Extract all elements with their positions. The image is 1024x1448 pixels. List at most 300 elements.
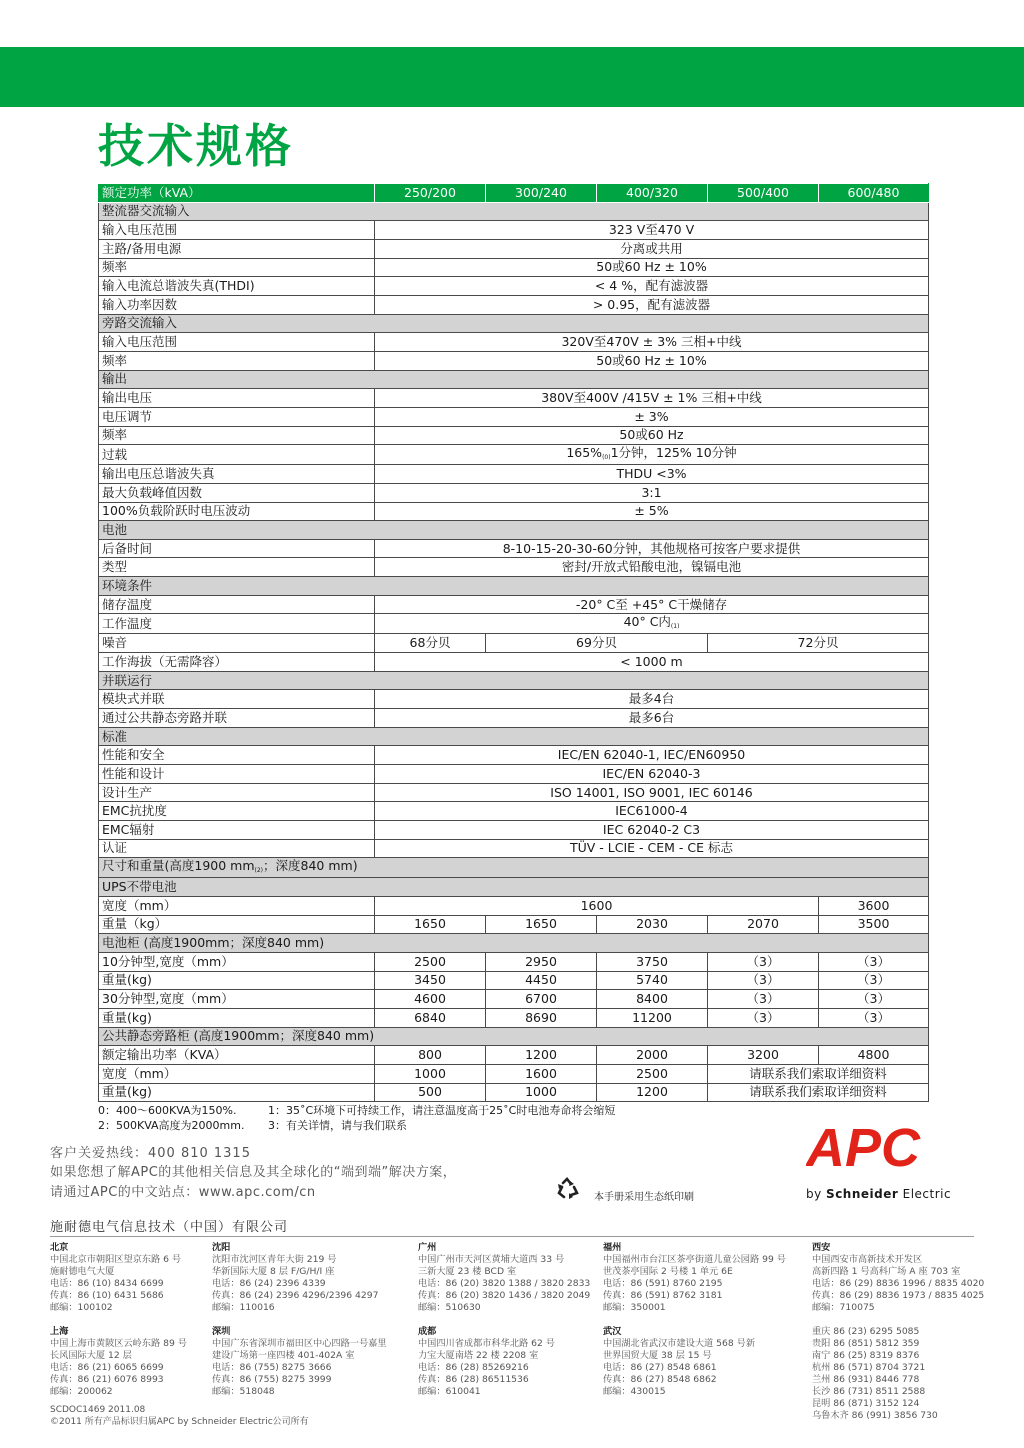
value-text: 1200 (525, 1047, 557, 1063)
office-block (418, 1326, 555, 1398)
value-text: 69分贝 (576, 635, 617, 651)
value-text: （3） (857, 991, 890, 1007)
header-label: 额定功率（kVA） (99, 184, 375, 203)
row-value (375, 821, 929, 840)
section-label-text: 电池 (102, 521, 128, 537)
table-row (99, 351, 929, 370)
value-text: < 1000 m (620, 653, 683, 669)
table-row (99, 407, 929, 426)
footnote-marker: (2) (254, 867, 264, 875)
row-value (375, 896, 819, 915)
row-label: 性能和安全 (99, 746, 375, 765)
row-label: 输出电压 (99, 389, 375, 408)
table-row (99, 558, 929, 577)
value-text: 50或60 Hz (619, 427, 684, 443)
row-value (486, 1064, 597, 1083)
value-text: 2950 (525, 953, 557, 969)
row-value (486, 971, 597, 990)
office-line: 乌鲁木齐 86 (991) 3856 730 (812, 1410, 938, 1421)
row-label: 输出电压总谐波失真 (99, 465, 375, 484)
office-line: 电话：86 (27) 8548 6861 (603, 1362, 717, 1373)
recycle-icon (554, 1175, 582, 1203)
section-row (99, 878, 929, 897)
row-label: 100%负载阶跃时电压波动 (99, 502, 375, 521)
value-text: （3） (746, 972, 780, 988)
row-label: 宽度（mm） (99, 896, 375, 915)
office-line: 电话：86 (755) 8275 3666 (212, 1362, 332, 1373)
row-label: 重量(kg) (99, 971, 375, 990)
office-block (418, 1242, 590, 1314)
row-value (375, 502, 929, 521)
office-block (50, 1326, 187, 1398)
value-text: 分离或共用 (620, 240, 683, 256)
value-text: 3200 (747, 1047, 779, 1063)
row-value (819, 1046, 929, 1065)
row-label: 30分钟型,宽度（mm） (99, 990, 375, 1009)
value-text: ISO 14001, ISO 9001, IEC 60146 (550, 784, 753, 800)
office-block (212, 1326, 387, 1398)
value-text: 密封/开放式铅酸电池，镍镉电池 (561, 559, 742, 575)
header-model: 500/400 (708, 184, 819, 203)
row-value (375, 1046, 486, 1065)
value-text: 40° C内 (623, 614, 671, 630)
office-line: 邮编：430015 (603, 1386, 666, 1397)
footnote-marker: (0) (602, 454, 611, 462)
row-label: 输入功率因数 (99, 295, 375, 314)
section-label (99, 314, 929, 333)
office-line: 三新大厦 23 楼 BCD 室 (418, 1266, 517, 1277)
table-row (99, 1064, 929, 1083)
section-row (99, 370, 929, 389)
row-value (375, 595, 929, 614)
office-block (212, 1242, 378, 1314)
table-row (99, 990, 929, 1009)
office-city: 沈阳 (212, 1242, 231, 1253)
contact-line-1: 如果您想了解APC的其他相关信息及其全球化的“端到端”解决方案， (50, 1165, 457, 1180)
table-header-row (99, 184, 929, 203)
header-model: 300/240 (486, 184, 597, 203)
row-value (375, 333, 929, 352)
row-value (819, 896, 929, 915)
table-row (99, 1083, 929, 1102)
footnote-0: 0：400～600KVA为150%. (98, 1104, 237, 1117)
office-city: 福州 (603, 1242, 622, 1253)
section-label-text: 尺寸和重量(高度1900 mm (102, 858, 255, 874)
table-row (99, 614, 929, 634)
office-city: 武汉 (603, 1326, 622, 1337)
value-text: 72分贝 (797, 635, 839, 651)
office-city: 上海 (50, 1326, 69, 1337)
row-label: 设计生产 (99, 783, 375, 802)
value-text: 11200 (632, 1009, 672, 1025)
office-line: 传真：86 (755) 8275 3999 (212, 1374, 332, 1385)
office-line: 中国西安市高新技术开发区 (812, 1254, 923, 1265)
page-title: 技术规格 (98, 119, 294, 173)
footnote-3: 3：有关详情，请与我们联系 (268, 1119, 407, 1132)
row-value (486, 952, 597, 971)
header-model: 400/320 (597, 184, 708, 203)
table-row (99, 221, 929, 240)
office-block (50, 1242, 181, 1314)
office-line: 传真：86 (21) 6076 8993 (50, 1374, 164, 1385)
row-value (375, 634, 486, 653)
value-text: 323 V至470 V (608, 222, 695, 238)
row-label: EMC抗扰度 (99, 802, 375, 821)
row-label: 噪音 (99, 634, 375, 653)
table-row (99, 783, 929, 802)
value-text: 3600 (857, 897, 890, 913)
value-text: IEC 62040-2 C3 (602, 821, 701, 837)
table-row (99, 709, 929, 728)
value-text: ± 5% (634, 503, 669, 519)
office-city: 西安 (812, 1242, 831, 1253)
value-text: IEC/EN 62040-3 (602, 765, 701, 781)
section-label (99, 1027, 929, 1046)
office-line: 邮编：110016 (212, 1302, 275, 1313)
value-text: 6700 (525, 991, 557, 1007)
table-row (99, 952, 929, 971)
value-text: 1分钟，125% 10分钟 (610, 445, 737, 461)
section-label-text: 电池柜 (高度1900mm；深度840 mm) (102, 935, 325, 951)
value-text: 请联系我们索取详细资料 (749, 1065, 887, 1081)
row-label: 认证 (99, 839, 375, 858)
value-text: 800 (418, 1047, 442, 1063)
row-label: 额定输出功率（KVA） (99, 1046, 375, 1065)
value-text: 最多6台 (628, 709, 675, 725)
office-line: 杭州 86 (571) 8704 3721 (812, 1362, 926, 1373)
section-label (99, 577, 929, 596)
table-row (99, 690, 929, 709)
footnote-1: 1：35˚C环境下可持续工作，请注意温度高于25˚C时电池寿命将会缩短 (268, 1104, 616, 1117)
office-line: 施耐德电气大厦 (50, 1266, 115, 1277)
row-value (375, 258, 929, 277)
table-row (99, 445, 929, 465)
table-row (99, 839, 929, 858)
row-value (375, 407, 929, 426)
value-text: 3450 (414, 972, 446, 988)
row-label: 重量(kg) (99, 1083, 375, 1102)
office-line: 昆明 86 (871) 3152 124 (812, 1398, 920, 1409)
table-row (99, 653, 929, 672)
office-line: 中国广东省深圳市福田区中心四路一号嘉里 (212, 1338, 387, 1349)
row-value (375, 389, 929, 408)
row-label: 储存温度 (99, 595, 375, 614)
table-row (99, 765, 929, 784)
value-text: < 4 %，配有滤波器 (594, 278, 709, 294)
office-line: 电话：86 (10) 8434 6699 (50, 1278, 164, 1289)
office-line: 传真：86 (20) 3820 1436 / 3820 2049 (418, 1290, 591, 1301)
section-row (99, 577, 929, 596)
document-code: SCDOC1469 2011.08 (50, 1405, 146, 1415)
value-text: 6840 (414, 1009, 446, 1025)
value-text: 2070 (747, 916, 779, 932)
table-row (99, 896, 929, 915)
table-row (99, 971, 929, 990)
table-row (99, 483, 929, 502)
table-row (99, 539, 929, 558)
footnote-2: 2：500KVA高度为2000mm. (98, 1119, 245, 1132)
office-line: 传真：86 (29) 8836 1973 / 8835 4025 (812, 1290, 985, 1301)
row-value (486, 1046, 597, 1065)
section-row (99, 934, 929, 953)
office-line: 传真：86 (10) 6431 5686 (50, 1290, 164, 1301)
office-line: 邮编：510630 (418, 1302, 481, 1313)
value-text: 1000 (525, 1084, 557, 1100)
row-value (375, 783, 929, 802)
row-label: 工作海拔（无需降容） (99, 653, 375, 672)
row-label: 输入电压范围 (99, 221, 375, 240)
section-label (99, 370, 929, 389)
office-line: 电话：86 (28) 85269216 (418, 1362, 529, 1373)
office-line: 邮编：610041 (418, 1386, 481, 1397)
row-value (708, 1046, 819, 1065)
footnote-marker: (1) (670, 623, 680, 631)
value-text: 50或60 Hz ± 10% (596, 259, 707, 275)
section-label (99, 934, 929, 953)
value-text: 50或60 Hz ± 10% (596, 352, 707, 368)
row-label: 通过公共静态旁路并联 (99, 709, 375, 728)
section-label-text: 整流器交流输入 (102, 203, 190, 219)
top-green-band (0, 47, 1024, 107)
row-value (375, 690, 929, 709)
section-label-text: 公共静态旁路柜 (高度1900mm；深度840 mm) (102, 1028, 375, 1044)
table-row (99, 1008, 929, 1027)
section-label-text: 并联运行 (102, 672, 153, 688)
value-text: THDU <3% (616, 466, 687, 482)
row-value (375, 802, 929, 821)
row-label: 频率 (99, 426, 375, 445)
table-row (99, 595, 929, 614)
row-value (375, 351, 929, 370)
office-line: 电话：86 (29) 8836 1996 / 8835 4020 (812, 1278, 985, 1289)
value-text: 1200 (636, 1084, 668, 1100)
office-line: 中国广州市天河区黄埔大道西 33 号 (418, 1254, 565, 1265)
row-value (486, 915, 597, 934)
row-label: 后备时间 (99, 539, 375, 558)
office-line: 传真：86 (591) 8762 3181 (603, 1290, 723, 1301)
value-text: 请联系我们索取详细资料 (749, 1084, 887, 1100)
value-text: （3） (746, 991, 780, 1007)
row-value (819, 952, 929, 971)
office-line: 长沙 86 (731) 8511 2588 (812, 1386, 926, 1397)
row-value (375, 746, 929, 765)
office-line: 中国北京市朝阳区望京东路 6 号 (50, 1254, 182, 1265)
row-value (375, 1008, 486, 1027)
row-value (375, 445, 929, 465)
section-row (99, 858, 929, 878)
value-text: （3） (857, 1009, 890, 1025)
row-label: 过载 (99, 445, 375, 465)
office-line: 传真：86 (27) 8548 6862 (603, 1374, 717, 1385)
table-row (99, 333, 929, 352)
office-line: 建设广场第一座四楼 401-402A 室 (212, 1350, 355, 1361)
row-label: 宽度（mm） (99, 1064, 375, 1083)
office-line: 中国福州市台江区茶亭街道儿童公园路 99 号 (603, 1254, 786, 1265)
value-text: IEC/EN 62040-1, IEC/EN60950 (557, 747, 746, 763)
section-label (99, 521, 929, 540)
section-label-text: 输出 (102, 371, 128, 387)
row-value (486, 1008, 597, 1027)
row-label: 重量（kg） (99, 915, 375, 934)
row-value (375, 709, 929, 728)
row-value (819, 990, 929, 1009)
table-row (99, 1046, 929, 1065)
row-value (375, 653, 929, 672)
office-city: 深圳 (212, 1326, 231, 1337)
contact-info (50, 1163, 456, 1203)
apc-logo (806, 1122, 970, 1172)
row-label: 性能和设计 (99, 765, 375, 784)
office-line: 传真：86 (28) 86511536 (418, 1374, 529, 1385)
section-row (99, 202, 929, 221)
value-text: 8-10-15-20-30-60分钟，其他规格可按客户要求提供 (502, 540, 801, 556)
row-value (819, 1008, 929, 1027)
row-value (375, 952, 486, 971)
row-value (375, 221, 929, 240)
value-text: 1600 (580, 897, 613, 913)
table-row (99, 465, 929, 484)
section-row (99, 727, 929, 746)
byline-brand: Schneider (826, 1187, 899, 1201)
office-line: 华新国际大厦 8 层 F/G/H/I 座 (212, 1266, 335, 1277)
value-text: 5740 (636, 972, 668, 988)
row-label: 重量(kg) (99, 1008, 375, 1027)
section-label (99, 727, 929, 746)
table-row (99, 295, 929, 314)
table-row (99, 746, 929, 765)
value-text: 2000 (636, 1047, 668, 1063)
row-value (708, 952, 819, 971)
office-line: 中国湖北省武汉市建设大道 568 号新 (603, 1338, 756, 1349)
value-text: （3） (857, 953, 890, 969)
row-value (375, 614, 929, 634)
value-text: 4800 (857, 1047, 890, 1063)
byline-prefix: by (806, 1187, 822, 1201)
office-line: 沈阳市沈河区青年大街 219 号 (212, 1254, 337, 1265)
value-text: 8690 (525, 1009, 557, 1025)
table-row (99, 821, 929, 840)
value-text: 68分贝 (409, 635, 451, 651)
section-label-text: 环境条件 (102, 577, 153, 593)
row-value (597, 990, 708, 1009)
row-value (375, 1064, 486, 1083)
office-block (603, 1242, 786, 1314)
value-text: IEC61000-4 (615, 803, 688, 819)
row-label: 电压调节 (99, 407, 375, 426)
row-label: 模块式并联 (99, 690, 375, 709)
section-label (99, 878, 929, 897)
table-row (99, 502, 929, 521)
row-value (597, 952, 708, 971)
row-value (708, 1008, 819, 1027)
office-line: 邮编：710075 (812, 1302, 875, 1313)
eco-paper-note: 本手册采用生态纸印刷 (594, 1192, 694, 1203)
value-text: -20° C至 +45° C干燥储存 (575, 596, 728, 612)
row-value (708, 915, 819, 934)
row-value (597, 1008, 708, 1027)
row-value (597, 915, 708, 934)
header-model: 600/480 (819, 184, 929, 203)
value-text: 320V至470V ± 3% 三相+中线 (561, 334, 742, 350)
office-city: 广州 (418, 1242, 437, 1253)
row-label: 输入电压范围 (99, 333, 375, 352)
row-value (708, 990, 819, 1009)
value-text: TÜV - LCIE - CEM - CE 标志 (570, 840, 733, 856)
row-label: 频率 (99, 258, 375, 277)
value-text: 1650 (525, 916, 557, 932)
value-text: （3） (746, 953, 780, 969)
value-text: 2500 (414, 953, 446, 969)
row-value (375, 839, 929, 858)
row-value (597, 1046, 708, 1065)
row-label: 频率 (99, 351, 375, 370)
row-value (486, 990, 597, 1009)
value-text: 1650 (414, 916, 446, 932)
office-city: 北京 (50, 1242, 69, 1253)
value-text: 4450 (525, 972, 557, 988)
row-value (486, 1083, 597, 1102)
office-line: 邮编：200062 (50, 1386, 113, 1397)
office-line: 长风国际大厦 12 层 (50, 1350, 132, 1361)
table-row (99, 389, 929, 408)
office-block (603, 1326, 755, 1398)
row-value (597, 971, 708, 990)
row-value (375, 239, 929, 258)
table-row (99, 426, 929, 445)
row-value (375, 295, 929, 314)
section-row (99, 521, 929, 540)
schneider-byline (806, 1187, 951, 1201)
office-block (812, 1242, 984, 1314)
row-label: EMC辐射 (99, 821, 375, 840)
section-label-text: 旁路交流输入 (102, 315, 178, 331)
section-row (99, 1027, 929, 1046)
office-line: 重庆 86 (23) 6295 5085 (812, 1326, 920, 1337)
table-row (99, 915, 929, 934)
row-value (375, 539, 929, 558)
divider (50, 1236, 974, 1237)
value-text: 3:1 (641, 484, 662, 500)
row-value (375, 483, 929, 502)
office-block (812, 1326, 938, 1422)
row-value (486, 634, 708, 653)
value-text: 3750 (636, 953, 668, 969)
spec-table (98, 183, 929, 1102)
office-line: 邮编：350001 (603, 1302, 666, 1313)
section-label-text: 标准 (102, 728, 128, 744)
section-label (99, 858, 929, 878)
value-text: 4600 (414, 991, 446, 1007)
table-row (99, 277, 929, 296)
section-row (99, 671, 929, 690)
customer-hotline: 客户关爱热线：400 810 1315 (50, 1146, 251, 1161)
row-value (375, 426, 929, 445)
row-label: 类型 (99, 558, 375, 577)
row-value (597, 1083, 708, 1102)
row-value (375, 1083, 486, 1102)
value-text: （3） (746, 1009, 780, 1025)
table-row (99, 258, 929, 277)
copyright-notice: ©2011 所有产品标识归属APC by Schneider Electric公司所有 (50, 1417, 309, 1427)
row-value (375, 277, 929, 296)
value-text: ± 3% (634, 408, 669, 424)
office-line: 贵阳 86 (851) 5812 359 (812, 1338, 920, 1349)
office-line: 电话：86 (21) 6065 6699 (50, 1362, 164, 1373)
section-label-text: UPS不带电池 (102, 879, 177, 895)
row-value (375, 990, 486, 1009)
value-text: 500 (418, 1084, 442, 1100)
row-label: 输入电流总谐波失真(THDI) (99, 277, 375, 296)
